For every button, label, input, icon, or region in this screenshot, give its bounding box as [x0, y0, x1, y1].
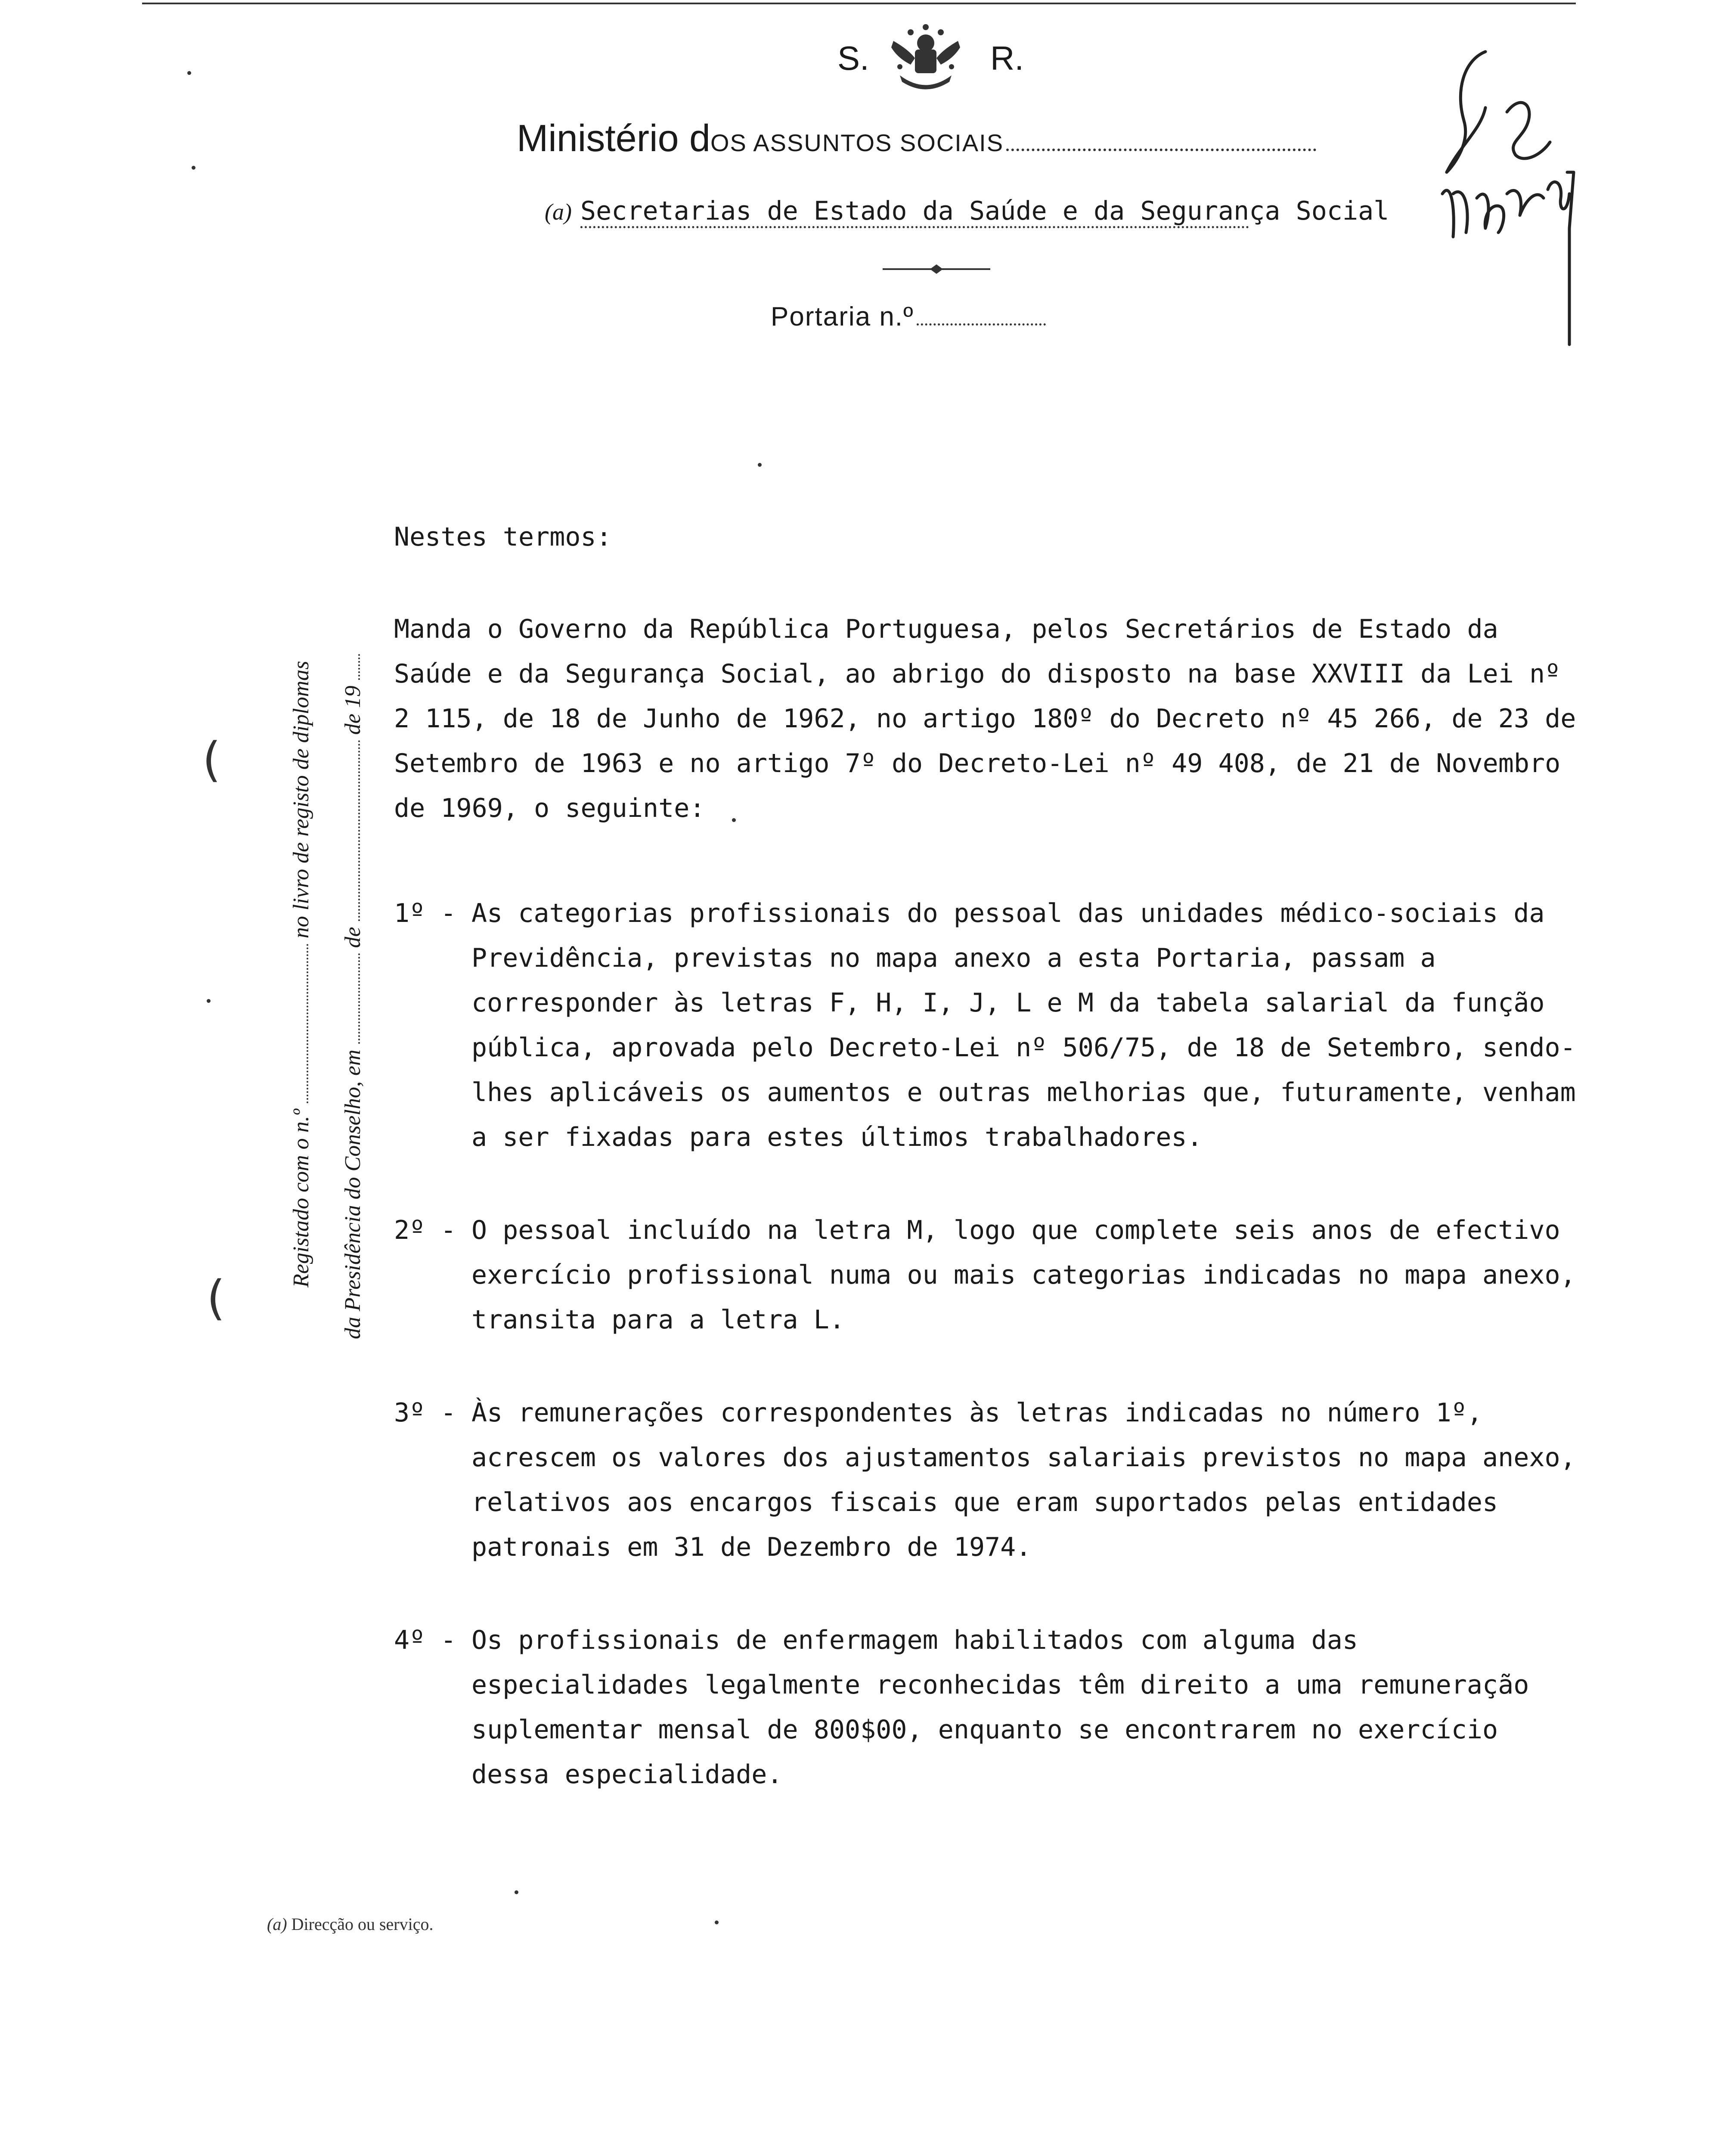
item-1: [394, 891, 1578, 1160]
scan-speck: [192, 166, 195, 170]
footnote-text: Direcção ou serviço.: [291, 1914, 434, 1934]
registration-book-label: no livro de registo de diplomas: [289, 661, 313, 939]
item-number: 3º -: [394, 1398, 456, 1428]
document-header: [0, 0, 1736, 344]
preamble-paragraph: Manda o Governo da República Portuguesa, pelos Secretários de Estado da Saúde e da Segurança Social, ao abrigo do disposto na base XXVIII da Lei nº 2 115, de 18 de Junho de 1962, no artigo 180º do Decreto nº 45 266, de 23 de Setembro de 1963 e no artigo 7º do Decreto-Lei nº 49 408, de 21 de Novembro de 1969, o seguinte:: [394, 614, 1576, 823]
scan-bracket: (: [202, 732, 221, 787]
coat-of-arms-icon: [885, 24, 967, 95]
portaria-number-line: [771, 301, 1046, 332]
item-number: 1º -: [394, 898, 456, 928]
footnote-marker: (a): [267, 1914, 287, 1934]
registration-month-blank: [358, 740, 360, 921]
registration-council-label: da Presidência do Conselho, em: [341, 1049, 365, 1339]
handwritten-signature: [1378, 43, 1576, 353]
registration-year-blank: [358, 654, 360, 680]
item-number: 4º -: [394, 1625, 456, 1655]
item-3: [394, 1390, 1578, 1570]
registration-date-line: [340, 654, 366, 1339]
ministry-name: OS ASSUNTOS SOCIAIS: [710, 129, 1004, 156]
registration-label: Registado com o n.º: [289, 1109, 313, 1287]
registration-de-label: de: [341, 927, 365, 948]
secretariat-line: [545, 196, 1389, 226]
secretariat-name-end: ça Social: [1249, 196, 1389, 226]
registration-line: [288, 661, 314, 1287]
document-body: [394, 515, 1578, 1845]
item-text: Os profissionais de enfermagem habilitados com alguma das especialidades legalmente reconhecidas têm direito a uma remuneração suplementar mensal de 800$00, enquanto se encontrarem no exercício dessa especialidade.: [471, 1625, 1529, 1790]
registration-number-blank: [307, 944, 308, 1103]
diamond-divider-icon: [883, 263, 990, 276]
item-text: As categorias profissionais do pessoal das unidades médico-sociais da Previdência, previstas no mapa anexo a esta Portaria, passam a corresponder às letras F, H, I, J, L e M da tabela salarial da função pública, aprovada pelo Decreto-Lei nº 506/75, de 18 de Setembro, sendo-lhes aplicáveis os aumentos e outras melhorias que, futuramente, venham a ser fixadas para estes últimos trabalhadores.: [471, 898, 1576, 1152]
intro-line: Nestes termos:: [394, 522, 612, 552]
footnote: [267, 1914, 433, 1934]
scan-speck: [187, 71, 191, 75]
item-text: O pessoal incluído na letra M, logo que complete seis anos de efectivo exercício profissional numa ou mais categorias indicadas no mapa anexo, transita para a letra L.: [471, 1215, 1576, 1335]
ministry-title: [517, 116, 1316, 160]
ministry-dotted-fill: [1006, 149, 1316, 151]
scan-bracket: (: [207, 1270, 225, 1325]
secretariat-note-marker: (a): [545, 199, 572, 225]
header-letter-s: S.: [837, 39, 869, 77]
registration-year-label: de 19: [341, 686, 365, 735]
portaria-number-blank: [917, 323, 1046, 326]
item-text: Às remunerações correspondentes às letras indicadas no número 1º, acrescem os valores dos ajustamentos salariais previstos no mapa anexo, relativos aos encargos fiscais que eram suportados pelas entidades patronais em 31 de Dezembro de 1974.: [471, 1398, 1576, 1562]
scan-speck: [207, 999, 211, 1003]
scan-speck: [515, 1890, 518, 1894]
secretariat-name: Secretarias de Estado da Saúde e da Seguran: [580, 196, 1249, 228]
scan-speck: [732, 818, 736, 822]
ministry-prefix: Ministério d: [517, 117, 710, 159]
item-2: [394, 1208, 1578, 1342]
item-number: 2º -: [394, 1215, 456, 1245]
scan-speck: [758, 463, 762, 467]
registration-day-blank: [358, 953, 360, 1044]
header-letter-r: R.: [990, 39, 1024, 77]
scan-speck: [715, 1920, 719, 1924]
item-4: [394, 1618, 1578, 1797]
portaria-label: Portaria n.º: [771, 302, 914, 332]
